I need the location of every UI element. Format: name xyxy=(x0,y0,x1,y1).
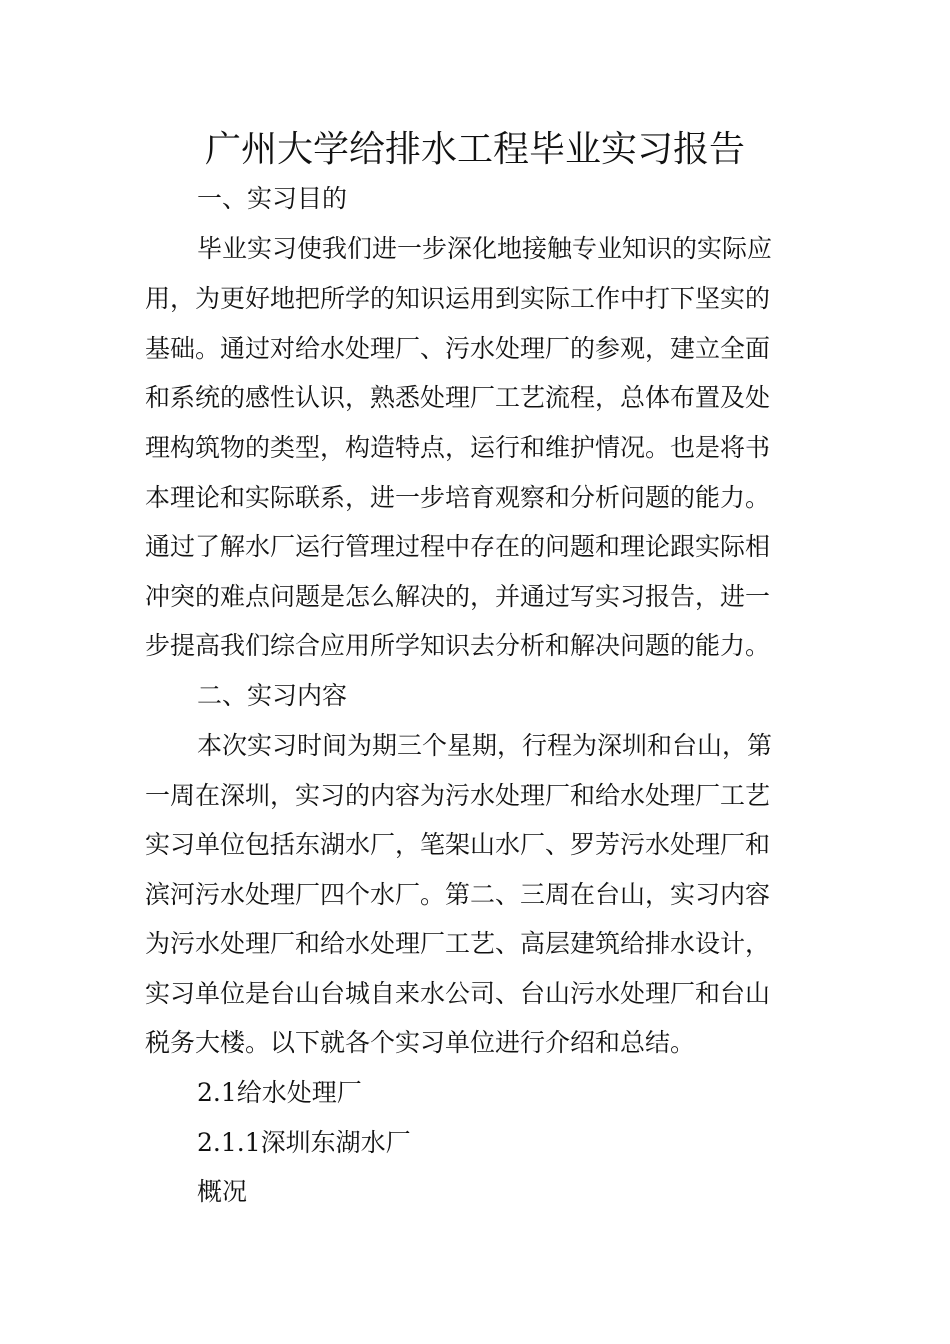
paragraph-line: 理构筑物的类型，构造特点，运行和维护情况。也是将书 xyxy=(145,433,771,462)
paragraph-line: 税务大楼。以下就各个实习单位进行介绍和总结。 xyxy=(145,1028,696,1057)
paragraph-line: 用，为更好地把所学的知识运用到实际工作中打下坚实的 xyxy=(145,284,771,313)
paragraph-line: 冲突的难点问题是怎么解决的，并通过写实习报告，进一 xyxy=(145,582,771,611)
paragraph-line: 毕业实习使我们进一步深化地接触专业知识的实际应 xyxy=(197,234,773,263)
paragraph-line: 滨河污水处理厂四个水厂。第二、三周在台山，实习内容 xyxy=(145,880,771,909)
paragraph-line: 步提高我们综合应用所学知识去分析和解决问题的能力。 xyxy=(145,631,771,660)
subsection-heading-overview: 概况 xyxy=(197,1177,248,1206)
paragraph-line: 本次实习时间为期三个星期，行程为深圳和台山，第 xyxy=(197,731,773,760)
section-heading-content: 二、实习内容 xyxy=(197,681,348,710)
paragraph-line: 实习单位是台山台城自来水公司、台山污水处理厂和台山 xyxy=(145,979,771,1008)
document-title: 广州大学给排水工程毕业实习报告 xyxy=(204,129,745,170)
section-heading-purpose: 一、实习目的 xyxy=(197,184,348,213)
paragraph-line: 实习单位包括东湖水厂，笔架山水厂、罗芳污水处理厂和 xyxy=(145,830,771,859)
paragraph-line: 为污水处理厂和给水处理厂工艺、高层建筑给排水设计， xyxy=(145,929,771,958)
paragraph-line: 本理论和实际联系，进一步培育观察和分析问题的能力。 xyxy=(145,483,771,512)
paragraph-line: 和系统的感性认识，熟悉处理厂工艺流程，总体布置及处 xyxy=(145,383,771,412)
paragraph-line: 一周在深圳，实习的内容为污水处理厂和给水处理厂工艺 xyxy=(145,781,771,810)
subsection-heading-donghu-plant: 2.1.1深圳东湖水厂 xyxy=(197,1128,411,1157)
paragraph-line: 通过了解水厂运行管理过程中存在的问题和理论跟实际相 xyxy=(145,532,771,561)
paragraph-line: 基础。通过对给水处理厂、污水处理厂的参观，建立全面 xyxy=(145,334,771,363)
subsection-heading-water-plant: 2.1给水处理厂 xyxy=(197,1078,362,1107)
